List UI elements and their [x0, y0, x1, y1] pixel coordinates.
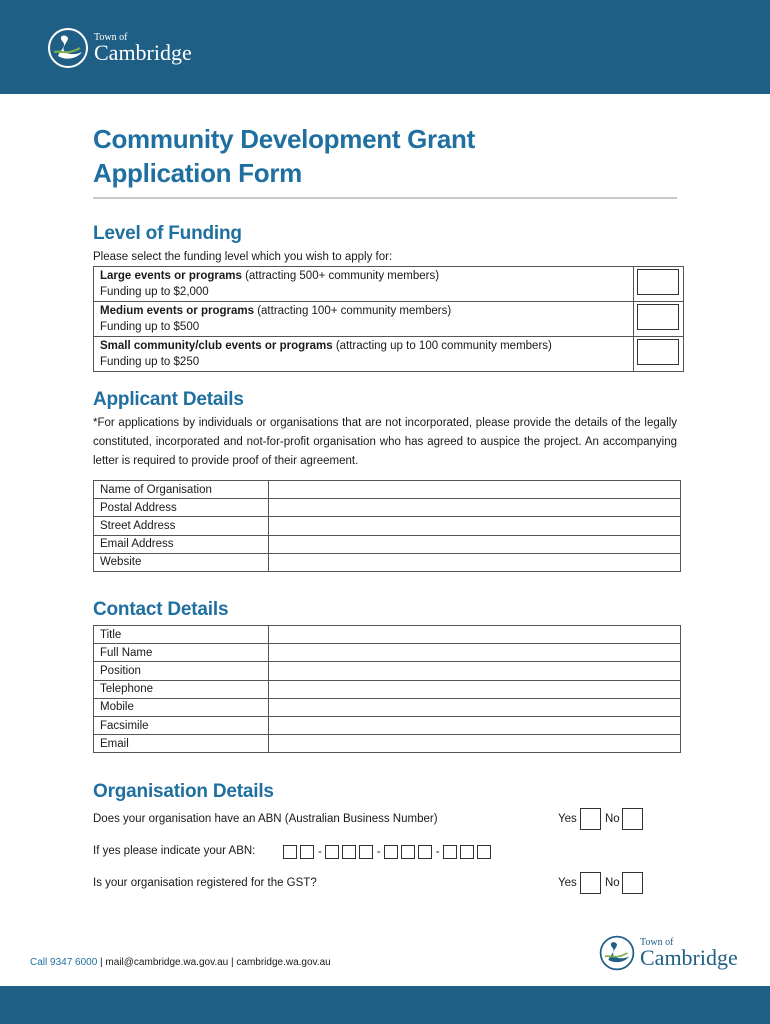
- footer-links: | mail@cambridge.wa.gov.au | cambridge.wa.gov.au: [97, 957, 331, 968]
- field-label: Mobile: [94, 698, 269, 716]
- logo-big-text: Cambridge: [94, 39, 192, 65]
- funding-option-desc: [94, 337, 634, 372]
- page-title: [93, 122, 475, 190]
- funding-option-title: Small community/club events or programs: [100, 340, 333, 352]
- table-row: [94, 716, 681, 734]
- abn-separator: -: [318, 846, 322, 858]
- abn-digit-box[interactable]: [283, 845, 297, 859]
- abn-digit-box[interactable]: [359, 845, 373, 859]
- table-row: [94, 481, 681, 499]
- organisation-name-input[interactable]: [269, 481, 681, 499]
- swan-logo-icon: [46, 26, 90, 70]
- funding-option-desc: [94, 302, 634, 337]
- footer-banner: [0, 986, 770, 1024]
- funding-checkbox-cell: [634, 337, 684, 372]
- title-line-2: Application Form: [93, 158, 302, 188]
- abn-digit-box[interactable]: [325, 845, 339, 859]
- applicant-table: [93, 480, 681, 572]
- table-row: [94, 735, 681, 753]
- field-label: Postal Address: [94, 499, 269, 517]
- gst-question: Is your organisation registered for the GST?: [93, 877, 317, 889]
- field-label: Email: [94, 735, 269, 753]
- abn-yes-label: Yes: [558, 813, 577, 825]
- contact-table: [93, 625, 681, 753]
- abn-digit-box[interactable]: [477, 845, 491, 859]
- postal-address-input[interactable]: [269, 499, 681, 517]
- footer-phone: Call 9347 6000: [30, 957, 98, 968]
- applicant-note: *For applications by individuals or organisations that are not incorporated, please provide the details of the legally constituted, incorporated and not-for-profit organisation who has agreed to auspice the project. An accompanying letter is required to provide proof of their agreement.: [93, 417, 677, 467]
- abn-no-checkbox[interactable]: [622, 808, 643, 830]
- funding-option-amount: Funding up to $250: [100, 356, 200, 368]
- field-label: Website: [94, 553, 269, 571]
- abn-input-group: [283, 845, 494, 859]
- funding-option-note: (attracting 100+ community members): [254, 305, 452, 317]
- applicant-heading: Applicant Details: [93, 389, 244, 410]
- funding-heading: Level of Funding: [93, 223, 242, 244]
- table-row: [94, 662, 681, 680]
- title-line-1: Community Development Grant: [93, 124, 475, 154]
- funding-checkbox-medium[interactable]: [637, 304, 679, 330]
- footer-logo: [598, 934, 738, 972]
- field-label: Email Address: [94, 535, 269, 553]
- funding-table: [93, 266, 684, 372]
- funding-option-amount: Funding up to $2,000: [100, 286, 209, 298]
- field-label: Facsimile: [94, 716, 269, 734]
- table-row: [94, 698, 681, 716]
- title-divider: [93, 197, 677, 199]
- field-label: Telephone: [94, 680, 269, 698]
- table-row: [94, 626, 681, 644]
- email-address-input[interactable]: [269, 535, 681, 553]
- full-name-input[interactable]: [269, 644, 681, 662]
- field-label: Street Address: [94, 517, 269, 535]
- field-label: Full Name: [94, 644, 269, 662]
- email-input[interactable]: [269, 735, 681, 753]
- abn-digit-box[interactable]: [300, 845, 314, 859]
- mobile-input[interactable]: [269, 698, 681, 716]
- town-logo: [46, 26, 192, 70]
- gst-no-label: No: [605, 877, 620, 889]
- table-row: [94, 535, 681, 553]
- funding-option-desc: [94, 267, 634, 302]
- funding-option-amount: Funding up to $500: [100, 321, 200, 333]
- contact-heading: Contact Details: [93, 599, 229, 620]
- abn-digit-box[interactable]: [443, 845, 457, 859]
- funding-checkbox-cell: [634, 267, 684, 302]
- abn-no-label: No: [605, 813, 620, 825]
- table-row: [94, 644, 681, 662]
- table-row: [94, 553, 681, 571]
- telephone-input[interactable]: [269, 680, 681, 698]
- abn-yes-checkbox[interactable]: [580, 808, 601, 830]
- swan-logo-icon: [598, 934, 636, 972]
- organisation-heading: Organisation Details: [93, 781, 274, 802]
- abn-question: Does your organisation have an ABN (Australian Business Number): [93, 813, 438, 825]
- footer-contact: [30, 957, 331, 968]
- table-row: [94, 680, 681, 698]
- gst-yes-label: Yes: [558, 877, 577, 889]
- street-address-input[interactable]: [269, 517, 681, 535]
- abn-separator: -: [376, 846, 381, 858]
- funding-checkbox-small[interactable]: [637, 339, 679, 365]
- abn-indicate-label: If yes please indicate your ABN:: [93, 845, 256, 857]
- funding-row: [94, 302, 684, 337]
- footer-logo-small-text: Town of: [640, 936, 674, 948]
- funding-checkbox-cell: [634, 302, 684, 337]
- funding-intro: Please select the funding level which you wish to apply for:: [93, 251, 393, 263]
- funding-option-note: (attracting up to 100 community members): [332, 340, 552, 352]
- funding-option-title: Medium events or programs: [100, 305, 255, 317]
- abn-digit-box[interactable]: [460, 845, 474, 859]
- funding-option-note: (attracting 500+ community members): [241, 270, 440, 282]
- funding-checkbox-large[interactable]: [637, 269, 679, 295]
- table-row: [94, 517, 681, 535]
- field-label: Position: [94, 662, 269, 680]
- funding-row: [94, 267, 684, 302]
- gst-no-checkbox[interactable]: [622, 872, 643, 894]
- logo-small-text: Town of: [94, 31, 128, 43]
- website-input[interactable]: [269, 553, 681, 571]
- gst-yes-checkbox[interactable]: [580, 872, 601, 894]
- facsimile-input[interactable]: [269, 716, 681, 734]
- funding-option-title: Large events or programs: [100, 270, 242, 282]
- field-label: Name of Organisation: [94, 481, 269, 499]
- funding-row: [94, 337, 684, 372]
- field-label: Title: [94, 626, 269, 644]
- abn-separator: -: [435, 846, 440, 858]
- abn-digit-box[interactable]: [384, 845, 398, 859]
- abn-digit-box[interactable]: [401, 845, 415, 859]
- title-input[interactable]: [269, 626, 681, 644]
- position-input[interactable]: [269, 662, 681, 680]
- abn-digit-box[interactable]: [342, 845, 356, 859]
- abn-digit-box[interactable]: [418, 845, 432, 859]
- footer-logo-big-text: Cambridge: [640, 944, 738, 970]
- table-row: [94, 499, 681, 517]
